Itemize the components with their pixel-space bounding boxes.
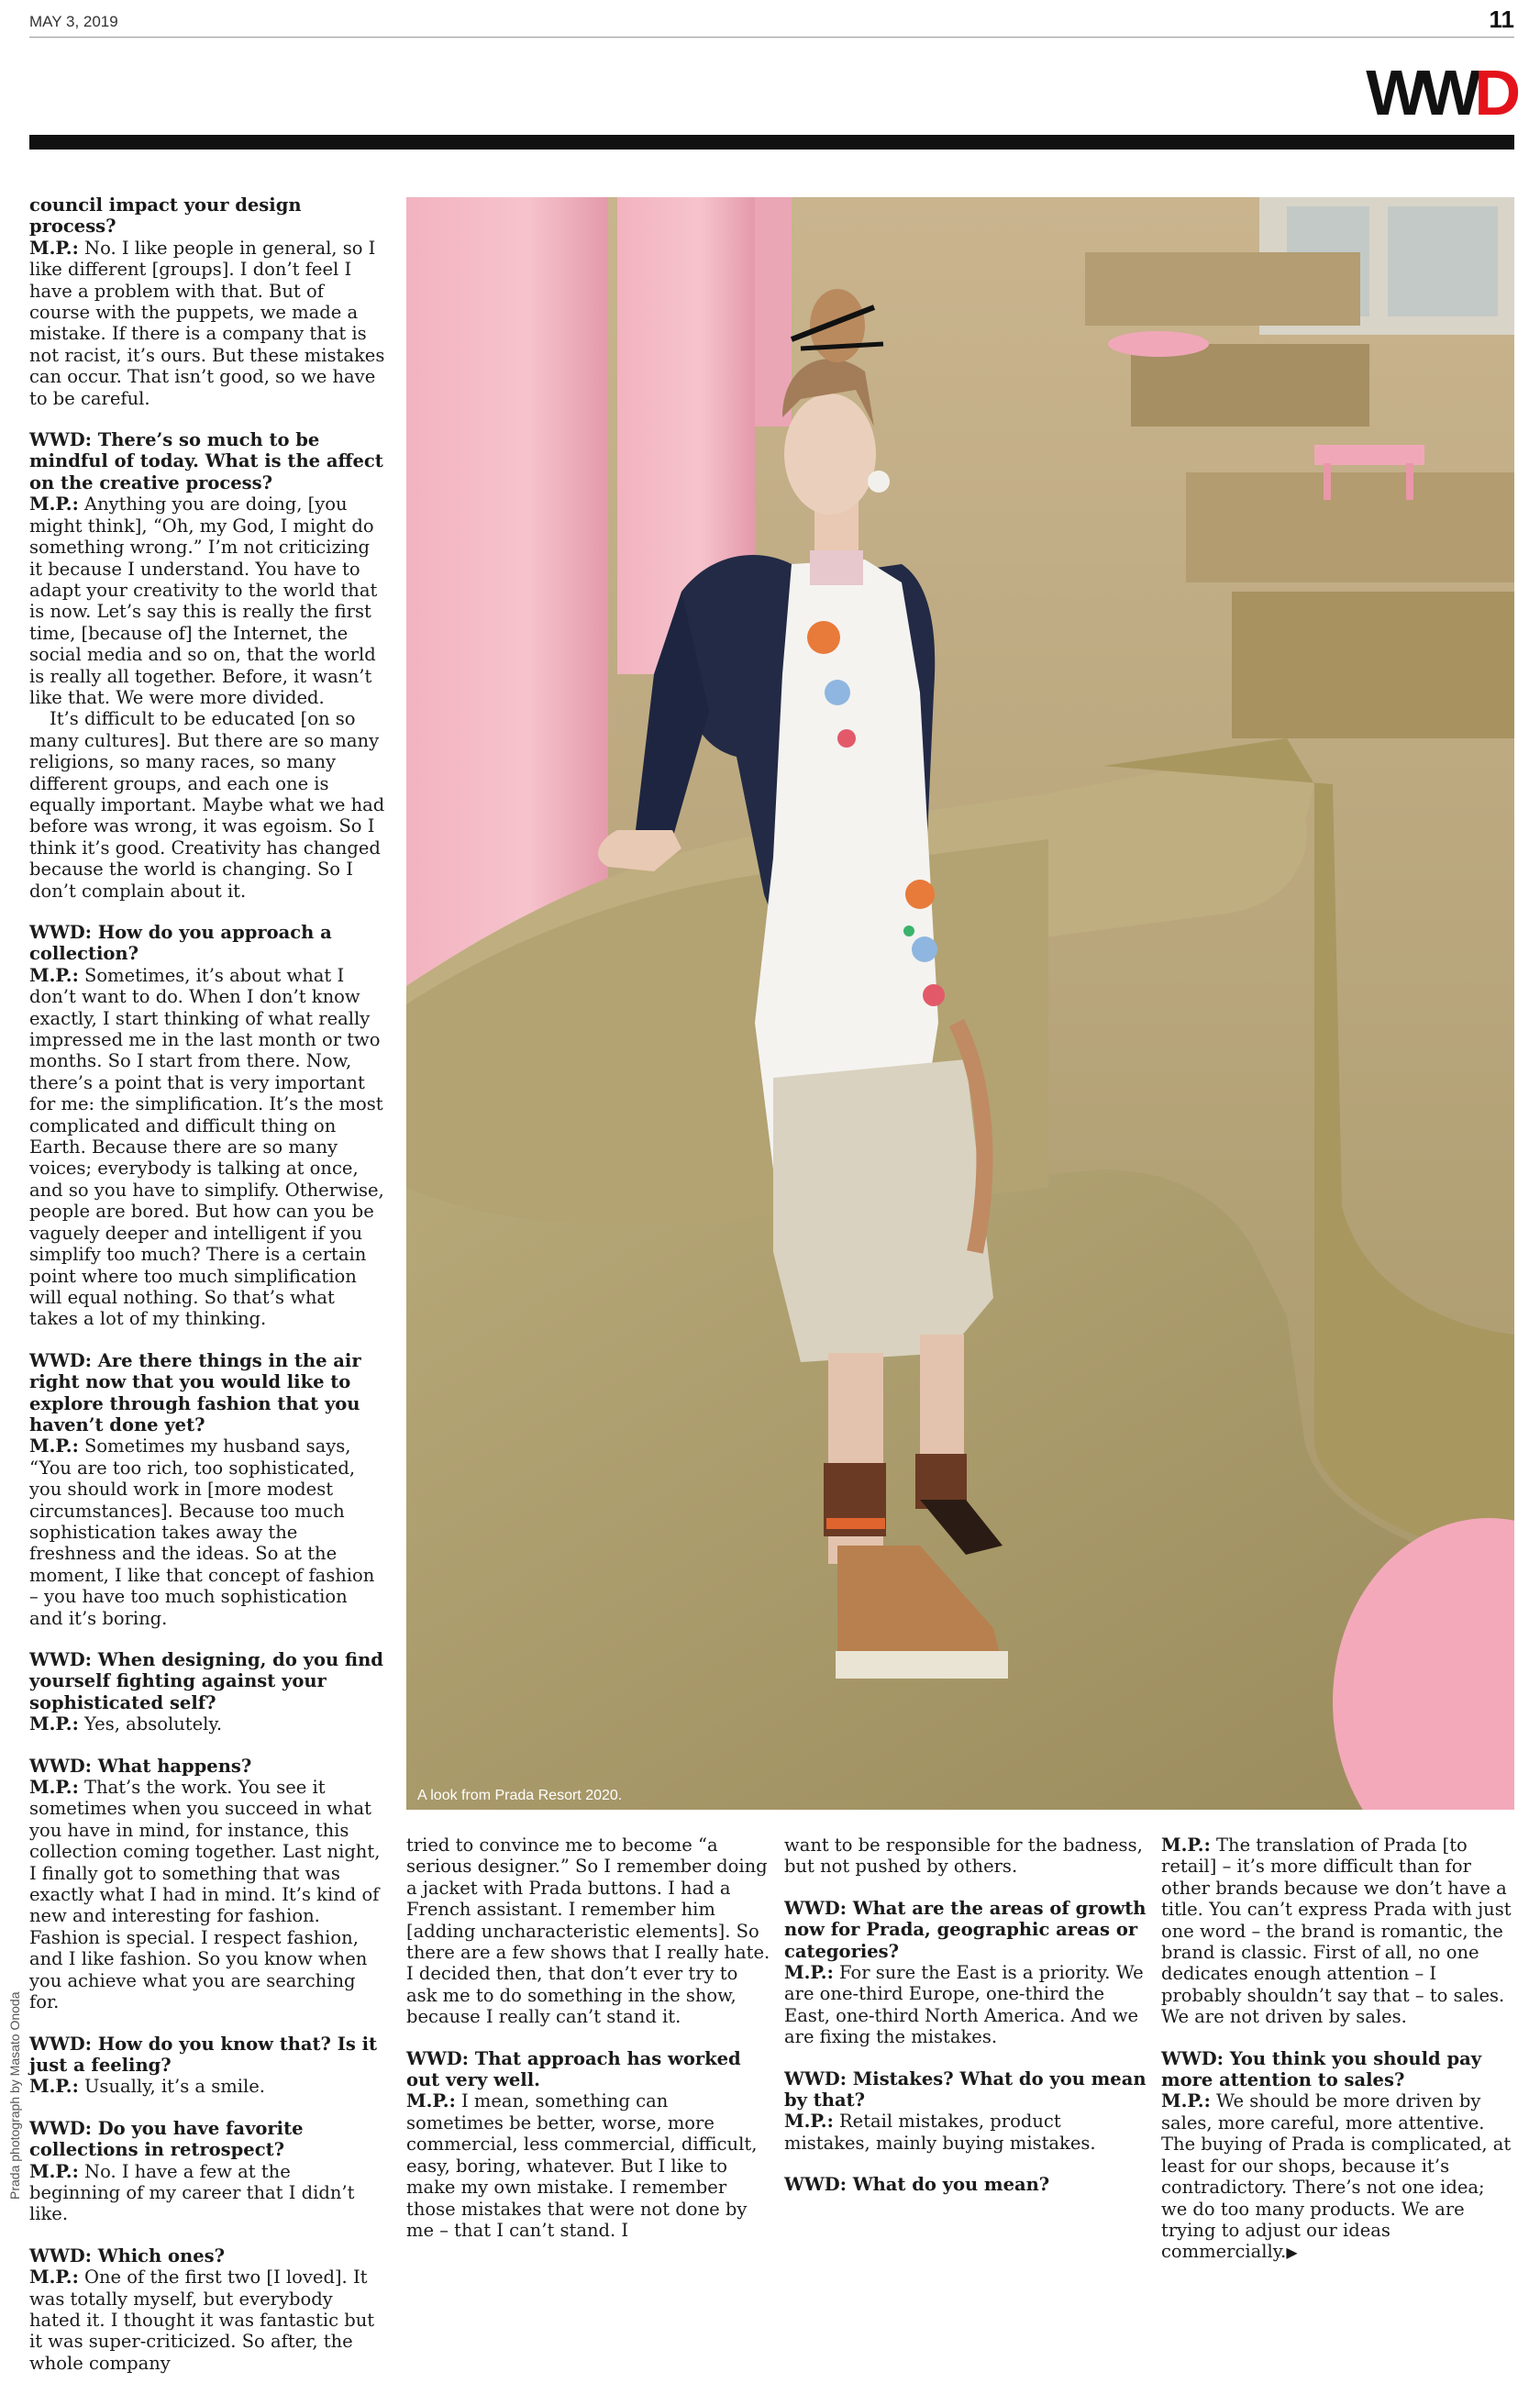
- qa-block: [29, 194, 385, 409]
- question: council impact your design process?: [29, 194, 302, 238]
- photo-caption: A look from Prada Resort 2020.: [417, 1788, 623, 1803]
- answer: No. I have a few at the beginning of my career that I didn’t like.: [29, 2160, 355, 2225]
- question: WWD: What are the areas of growth now for Prada, geographic areas or categories?: [784, 1897, 1147, 1962]
- qa-block: [29, 922, 385, 1330]
- question: WWD: Which ones?: [29, 2244, 226, 2267]
- question: WWD: Are there things in the air right now that you would like to explore through fashion that you haven’t done yet?: [29, 1349, 361, 1435]
- speaker-label: M.P.:: [29, 1777, 79, 1799]
- question: WWD: Do you have favorite collections in retrospect?: [29, 2117, 304, 2161]
- answer: Anything you are doing, [you might think], “Oh, my God, I might do something wrong.” I’m not criticizing it because I understand. You have to adapt your creativity to the world that is now. Let’s say this is really the first time, [because of] the Internet, the social media and so on, that the world is really all together. Before, it wasn’t like that. We were more divided.: [29, 493, 378, 708]
- speaker-label: M.P.:: [29, 493, 79, 515]
- speaker-label: M.P.:: [29, 2160, 79, 2182]
- answer: That’s the work. You see it sometimes when you succeed in what you have in mind, for instance, this collection coming together. Last night, I finally got to something that was exactly what I had in mind. It’s kind of new and interesting for fashion. Fashion is special. I respect fashion, and I like fashion. So you know when you achieve what you are searching for.: [29, 1777, 381, 2013]
- speaker-label: M.P.:: [1161, 2090, 1211, 2112]
- question: WWD: That approach has worked out very well.: [406, 2047, 741, 2091]
- answer: I mean, something can sometimes be better, worse, more commercial, less commercial, difficult, easy, boring, whatever. But I like to make my own mistake. I remember those mistakes that were not done by me – that I can’t stand. I: [406, 2090, 758, 2241]
- speaker-label: M.P.:: [29, 2076, 79, 2098]
- answer: Retail mistakes, product mistakes, mainly buying mistakes.: [784, 2111, 1096, 2154]
- article-column-1: [29, 194, 385, 2394]
- logo-d: D: [1474, 57, 1514, 128]
- article-column-4: [1161, 1834, 1514, 2284]
- question: WWD: What do you mean?: [784, 2174, 1050, 2196]
- photo-credit: Prada photograph by Masato Onoda: [7, 1991, 22, 2200]
- qa-block: [29, 2034, 385, 2098]
- qa-block: [29, 1649, 385, 1735]
- logo-ww: WW: [1366, 57, 1475, 128]
- qa-block: [29, 2118, 385, 2225]
- qa-block: [784, 2068, 1148, 2155]
- question: WWD: How do you know that? Is it just a feeling?: [29, 2033, 378, 2076]
- question: WWD: What happens?: [29, 1755, 252, 1777]
- qa-block: [29, 2245, 385, 2374]
- top-rule: [29, 37, 1514, 38]
- header-bar: [29, 135, 1514, 150]
- speaker-label: M.P.:: [29, 1435, 79, 1457]
- qa-block: [1161, 1834, 1514, 2028]
- qa-block: [29, 1756, 385, 2013]
- speaker-label: M.P.:: [29, 1713, 79, 1735]
- question: WWD: How do you approach a collection?: [29, 922, 332, 965]
- answer: Sometimes my husband says, “You are too rich, too sophisticated, you should work in [more modest circumstances]. Because too much sophistication takes away the freshness and the ideas. So at the moment, I like that concept of fashion – you have too much sophistication and it’s boring.: [29, 1435, 375, 1629]
- answer: The translation of Prada [to retail] – it’s more difficult than for other brands because we don’t have a title. You can’t express Prada with just one word – the brand is romantic, the brand is classic. First of all, no one dedicates enough attention – I probably shouldn’t say that – to sales. We are not driven by sales.: [1161, 1834, 1512, 2028]
- answer-continued: want to be responsible for the badness, but not pushed by others.: [784, 1834, 1143, 1878]
- answer: No. I like people in general, so I like different [groups]. I don’t feel I have a problem with that. But of course with the puppets, we made a mistake. If there is a company that is not racist, it’s ours. But these mistakes can occur. That isn’t good, so we have to be careful.: [29, 237, 385, 409]
- answer: We should be more driven by sales, more careful, more attentive. The buying of Prada is complicated, at least for our shops, because it’s contradictory. There’s not one idea; we do too many products. We are trying to adjust our ideas commercially.: [1161, 2090, 1512, 2263]
- qa-block: [29, 1350, 385, 1629]
- wwd-logo: [1366, 57, 1514, 128]
- qa-block: [29, 429, 385, 708]
- answer-continued: It’s difficult to be educated [on so many cultures]. But there are so many religions, so many races, so many different groups, and each one is equally important. Maybe what we had before was wrong, it was egoism. So I think it’s good. Creativity has changed because the world is changing. So I don’t complain about it.: [29, 708, 385, 902]
- speaker-label: M.P.:: [784, 2111, 834, 2133]
- answer-continued: tried to convince me to become “a serious designer.” So I remember doing a jacket with Prada buttons. I had a French assistant. I remember him [adding uncharacteristic elements]. So there are a few shows that I really hate. I decided then, that don’t ever try to ask me to do something in the show, because I really can’t stand it.: [406, 1834, 770, 2028]
- qa-block: [784, 2174, 1148, 2195]
- article-column-2: [406, 1834, 770, 2261]
- qa-block: [406, 2048, 770, 2242]
- qa-block: [1161, 2048, 1514, 2264]
- question: WWD: You think you should pay more attention to sales?: [1161, 2047, 1482, 2091]
- speaker-label: M.P.:: [29, 237, 79, 259]
- speaker-label: M.P.:: [1161, 1834, 1211, 1856]
- question: WWD: There’s so much to be mindful of today. What is the affect on the creative process?: [29, 429, 383, 493]
- answer: One of the first two [I loved]. It was totally myself, but everybody hated it. I thought it was fantastic but it was super-criticized. So after, the whole company: [29, 2267, 375, 2374]
- question: WWD: Mistakes? What do you mean by that?: [784, 2067, 1147, 2111]
- continue-arrow-icon: ▶: [1286, 2244, 1298, 2262]
- answer: Sometimes, it’s about what I don’t want to do. When I don’t know exactly, I start thinking of what really impressed me in the last month or two months. So I start from there. Now, there’s a point that is very important for me: the simplification. It’s the most complicated and difficult thing on Earth. Because there are so many voices; everybody is talking at once, and so you have to simplify. Otherwise, people are bored. But how can you be vaguely deeper and intelligent if you simplify too much? There is a certain point where too much simplification will equal nothing. So that’s what takes a lot of my thinking.: [29, 964, 384, 1330]
- article-column-3: [784, 1834, 1148, 2216]
- speaker-label: M.P.:: [29, 964, 79, 986]
- qa-block: [784, 1898, 1148, 2048]
- answer: Usually, it’s a smile.: [84, 2076, 265, 2098]
- speaker-label: M.P.:: [29, 2267, 79, 2289]
- answer: Yes, absolutely.: [84, 1713, 223, 1735]
- question: WWD: When designing, do you find yourself fighting against your sophisticated self?: [29, 1649, 383, 1713]
- page-number: 11: [1489, 6, 1514, 33]
- answer: For sure the East is a priority. We are one-third Europe, one-third the East, one-third North America. And we are fixing the mistakes.: [784, 1962, 1144, 2048]
- speaker-label: M.P.:: [406, 2090, 456, 2112]
- issue-date: MAY 3, 2019: [29, 13, 118, 30]
- speaker-label: M.P.:: [784, 1962, 834, 1984]
- photo-illustration: [406, 197, 1514, 1810]
- fashion-photo: [406, 197, 1514, 1810]
